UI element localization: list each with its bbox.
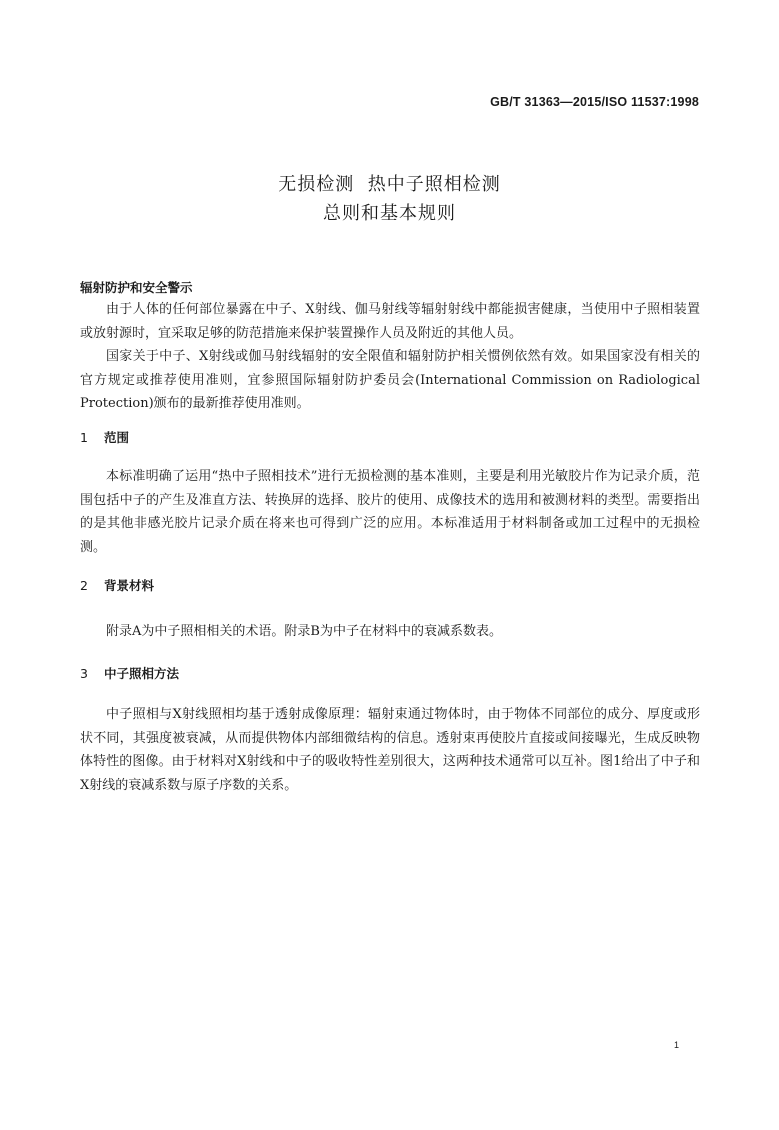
section-3-title: 中子照相方法: [104, 666, 180, 681]
warning-paragraph-1: 由于人体的任何部位暴露在中子、X射线、伽马射线等辐射射线中都能损害健康，当使用中子照相装置或放射源时，宜采取足够的防范措施来保护装置操作人员及附近的其他人员。: [80, 302, 700, 341]
section-3-paragraph: 中子照相与X射线照相均基于透射成像原理：辐射束通过物体时，由于物体不同部位的成分、厚度或形状不同，其强度被衰减，从而提供物体内部细微结构的信息。透射束再使胶片直接或间接曝光，生成反映物体特性的图像。由于材料对X射线和中子的吸收特性差别很大，这两种技术通常可以互补。图1给出了中子和X射线的衰减系数与原子序数的关系。: [80, 707, 700, 793]
section-2-number: 2: [80, 578, 88, 593]
section-1-paragraph: 本标准明确了运用“热中子照相技术”进行无损检测的基本准则，主要是利用光敏胶片作为记录介质，范围包括中子的产生及准直方法、转换屏的选择、胶片的使用、成像技术的选用和被测材料的类型。需要指出的是其他非感光胶片记录介质在将来也可得到广泛的应用。本标准适用于材料制备或加工过程中的无损检测。: [80, 469, 700, 555]
section-1-title: 范围: [104, 430, 130, 445]
page-number: 1: [674, 1040, 680, 1050]
document-title-line1: 无损检测 热中子照相检测: [278, 174, 501, 195]
section-3-number: 3: [80, 666, 88, 681]
document-title-line2: 总则和基本规则: [323, 203, 456, 224]
section-1-heading: [80, 428, 129, 446]
section-2-paragraph: 附录A为中子照相相关的术语。附录B为中子在材料中的衰减系数表。: [106, 624, 502, 639]
section-2-title: 背景材料: [104, 578, 155, 593]
section-3-heading: [80, 664, 179, 682]
standard-number: GB/T 31363—2015/ISO 11537:1998: [490, 95, 699, 109]
section-1-number: 1: [80, 430, 88, 445]
warning-heading: 辐射防护和安全警示: [80, 280, 193, 295]
section-2-heading: [80, 576, 154, 594]
warning-paragraph-2: 国家关于中子、X射线或伽马射线辐射的安全限值和辐射防护相关惯例依然有效。如果国家没有相关的官方规定或推荐使用准则，宜参照国际辐射防护委员会(International Commission on Radiological Protection)颁布的最新推荐使用准则。: [80, 349, 700, 411]
